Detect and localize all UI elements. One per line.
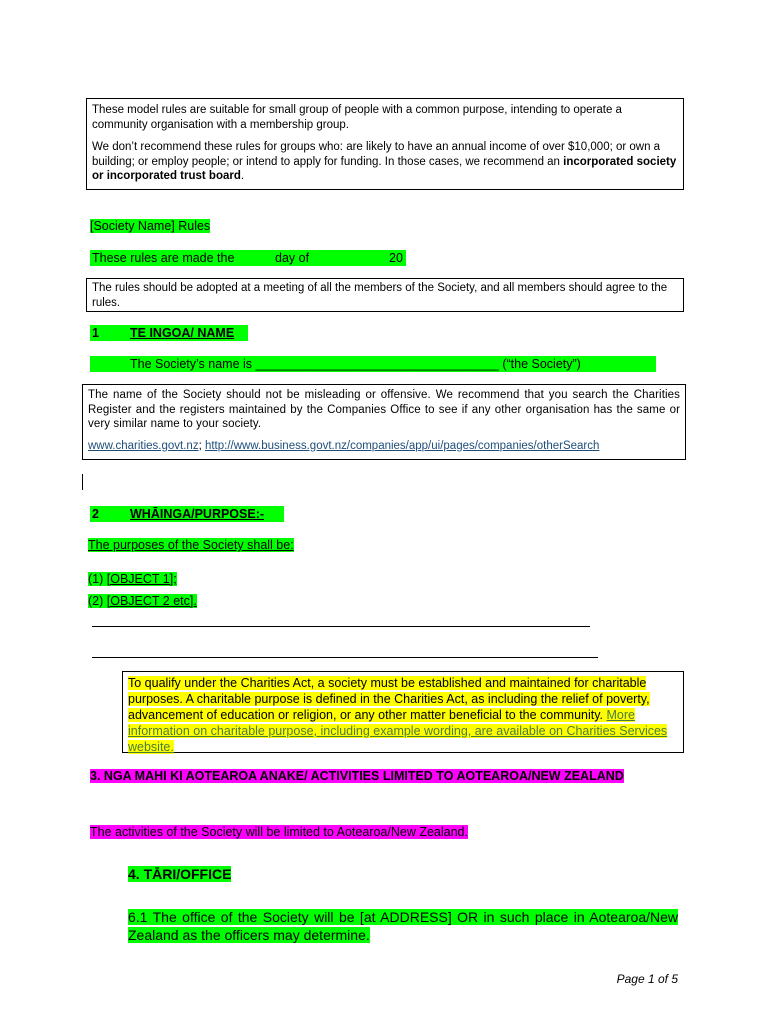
intro-para-2-text: We don’t recommend these rules for groups who: are likely to have an annual income of over $10,000; or own a building; or employ people; or intend to apply for funding. In those cases, we recommend an	[92, 141, 661, 168]
name-note-box	[82, 384, 686, 460]
purposes-intro-text: The purposes of the Society shall be:	[88, 538, 294, 552]
name-line-blank: ___________________________________	[255, 357, 499, 371]
section2-number: 2	[92, 507, 99, 521]
blank-line-1	[92, 626, 590, 627]
name-note-text: The name of the Society should not be misleading or offensive. We recommend that you search the Charities Register and the registers maintained by the Companies Office to see if any other organisation has the same or very similar name to your society.	[88, 389, 680, 430]
adopt-box	[86, 278, 684, 312]
made-line	[90, 250, 406, 266]
purposes-intro	[88, 537, 294, 553]
section3-heading	[90, 768, 678, 784]
section2-heading-text: WHĀINGA/PURPOSE:-	[130, 507, 265, 521]
charitable-purpose-body: To qualify under the Charities Act, a society must be established and maintained for charitable purposes. A charitable purpose is defined in the Charities Act, as including the relief of poverty, advancement of education or religion, or any other matter beneficial to the community.	[128, 676, 650, 722]
society-title	[90, 218, 210, 234]
charitable-purpose-box	[122, 671, 684, 753]
society-title-text: [Society Name] Rules	[90, 219, 211, 233]
name-line-pre: The Society’s name is	[130, 357, 256, 371]
section4-text-body: 6.1 The office of the Society will be [at ADDRESS] OR in such place in Aotearoa/New Zealand as the officers may determine.	[128, 909, 678, 943]
intro-para-2-bold: incorporated society or incorporated trust board	[92, 155, 677, 182]
intro-para-2	[92, 140, 678, 184]
section3-text	[90, 824, 468, 840]
society-name-line	[90, 356, 656, 372]
section4-heading-text: 4. TĀRI/OFFICE	[128, 866, 232, 882]
section3-heading-text: 3. NGA MAHI KI AOTEAROA ANAKE/ ACTIVITIES LIMITED TO AOTEAROA/NEW ZEALAND	[90, 769, 624, 783]
object-2	[88, 593, 197, 609]
section1-heading-text: TE INGOA/ NAME	[130, 326, 235, 340]
made-line-part2: day of	[275, 251, 310, 265]
text-cursor-icon	[82, 474, 83, 490]
made-line-part1: These rules are made the	[92, 251, 235, 265]
intro-para-2-end: .	[240, 170, 245, 182]
intro-box	[86, 98, 684, 190]
charitable-purpose-text	[128, 675, 678, 755]
section2-heading	[90, 506, 284, 522]
companies-search-link[interactable]: http://www.business.govt.nz/companies/app/ui/pages/companies/otherSearch	[204, 439, 600, 452]
page-number: Page 1 of 5	[616, 972, 678, 986]
object-1-text: [OBJECT 1];	[106, 572, 177, 586]
section4-text	[128, 908, 678, 944]
charities-link[interactable]: www.charities.govt.nz	[88, 439, 199, 452]
object-2-text: [OBJECT 2 etc].	[106, 594, 197, 608]
adopt-box-text: The rules should be adopted at a meeting of all the members of the Society, and all members should agree to the rules.	[92, 282, 668, 309]
section4-heading	[128, 865, 231, 883]
intro-para-1: These model rules are suitable for small group of people with a common purpose, intending to operate a community organisation with a membership group.	[92, 104, 622, 131]
section1-number: 1	[92, 326, 99, 340]
object-1-number: (1)	[88, 572, 104, 586]
charities-services-link[interactable]: More information on charitable purpose, including example wording, are available on Charities Services website.	[128, 708, 668, 754]
blank-line-2	[92, 657, 598, 658]
section3-text-body: The activities of the Society will be limited to Aotearoa/New Zealand.	[90, 825, 468, 839]
object-1	[88, 571, 177, 587]
links-separator: ;	[198, 439, 205, 452]
name-note-links	[88, 439, 680, 454]
name-line-post: (“the Society”)	[498, 357, 581, 371]
society-name-line-text	[130, 356, 581, 372]
section1-heading	[90, 325, 248, 341]
object-2-number: (2)	[88, 594, 104, 608]
made-line-part3: 20	[389, 251, 403, 265]
